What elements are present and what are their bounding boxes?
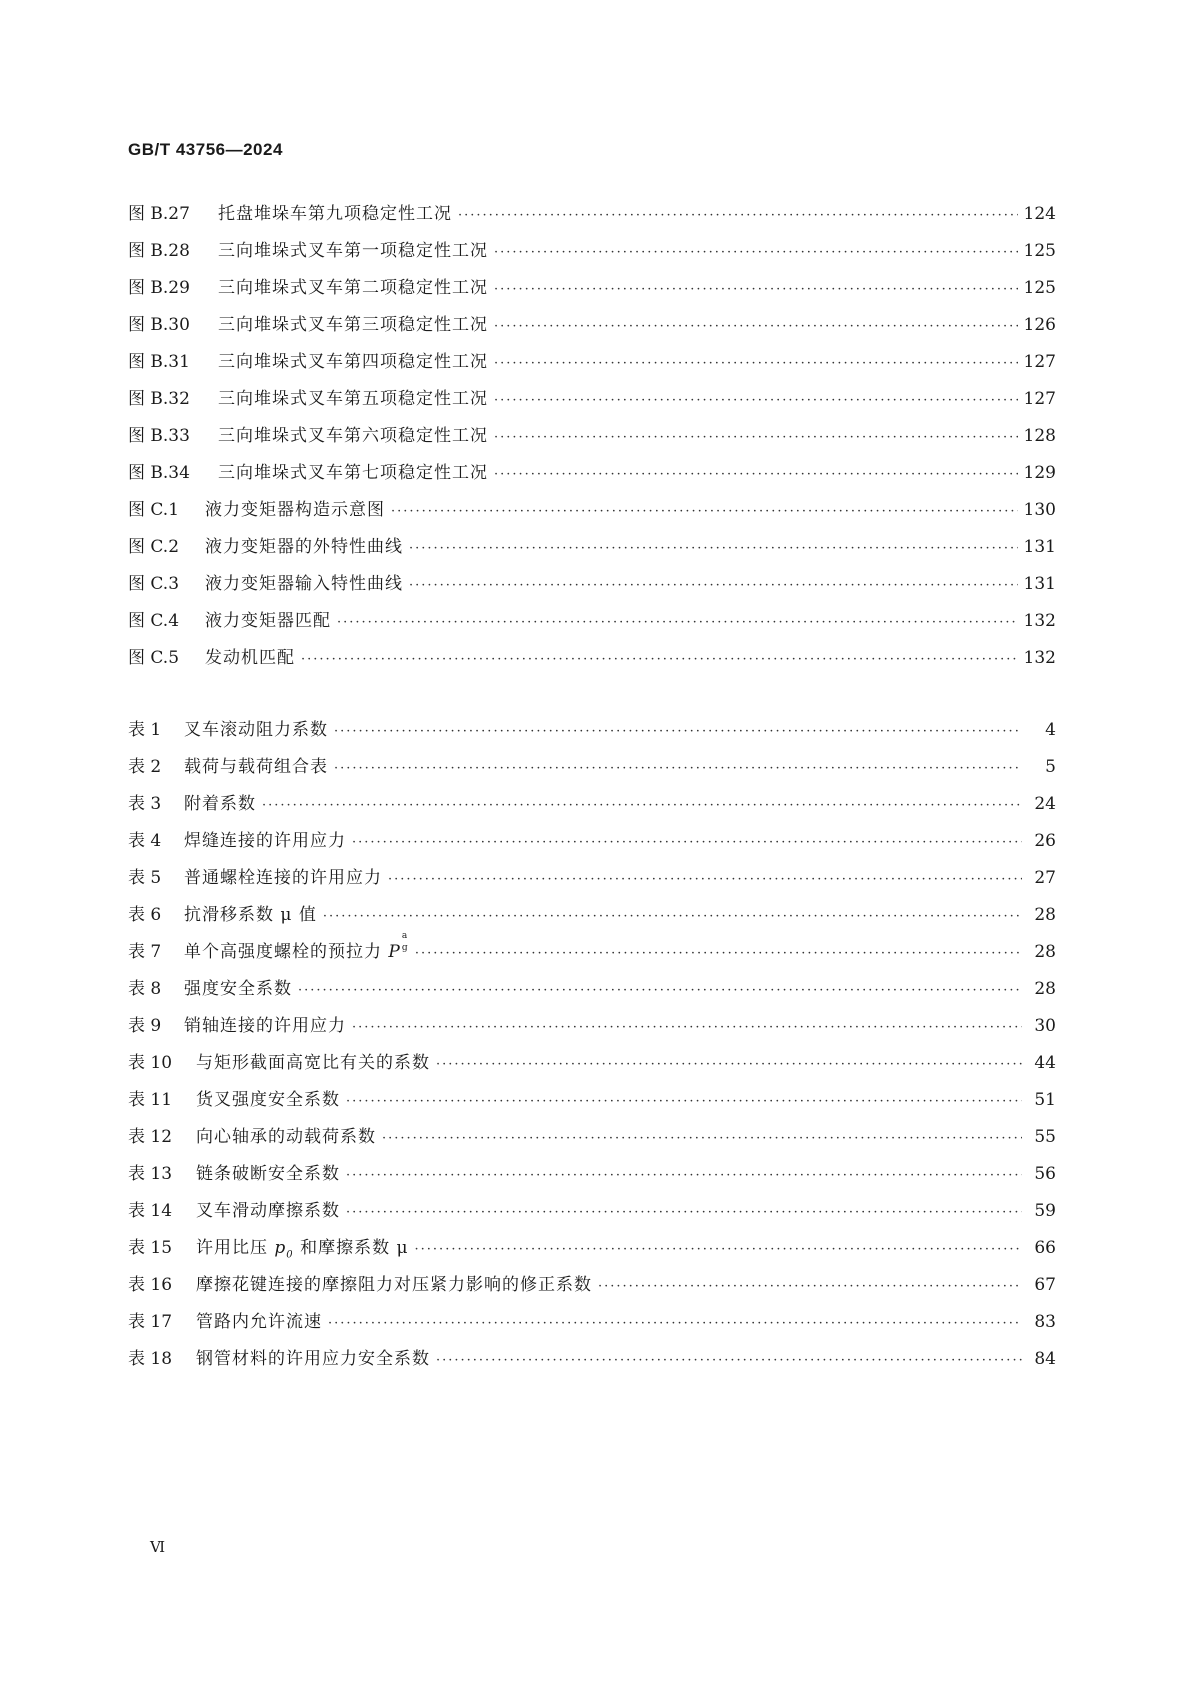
entry-number: 图 B.31 xyxy=(128,352,190,372)
dot-leader xyxy=(436,1046,1022,1083)
entry-title: 向心轴承的动载荷系数 xyxy=(196,1127,376,1147)
entry-title: 普通螺栓连接的许用应力 xyxy=(184,868,382,888)
entry-number: 图 B.33 xyxy=(128,426,190,446)
entry-title: 托盘堆垛车第九项稳定性工况 xyxy=(218,204,452,224)
toc-entry-table[interactable] xyxy=(128,1230,1056,1267)
toc-entry-table[interactable] xyxy=(128,897,1056,934)
entry-title: 发动机匹配 xyxy=(205,648,295,668)
entry-title: 液力变矩器匹配 xyxy=(205,611,331,631)
dot-leader xyxy=(494,271,1018,308)
entry-title: 附着系数 xyxy=(184,794,256,814)
entry-title: 三向堆垛式叉车第二项稳定性工况 xyxy=(218,278,488,298)
entry-number: 表 3 xyxy=(128,794,162,814)
entry-page: 55 xyxy=(1034,1127,1056,1147)
toc-entry-table[interactable] xyxy=(128,749,1056,786)
entry-number: 表 13 xyxy=(128,1164,173,1184)
entry-page: 67 xyxy=(1034,1275,1056,1295)
entry-number: 表 7 xyxy=(128,942,162,962)
entry-title: 抗滑移系数 μ 值 xyxy=(184,905,317,925)
dot-leader xyxy=(388,861,1022,898)
toc-entry-table[interactable] xyxy=(128,860,1056,897)
toc-entry-table[interactable] xyxy=(128,1008,1056,1045)
entry-number: 图 C.2 xyxy=(128,537,180,557)
dot-leader xyxy=(382,1120,1022,1157)
entry-title: 销轴连接的许用应力 xyxy=(184,1016,346,1036)
toc-entry-table[interactable] xyxy=(128,823,1056,860)
toc-entry-figure[interactable] xyxy=(128,455,1056,492)
dot-leader xyxy=(352,824,1022,861)
dot-leader xyxy=(391,493,1018,530)
title-text: 单个高强度螺栓的预拉力 xyxy=(184,942,382,962)
entry-page: 56 xyxy=(1034,1164,1056,1184)
toc-entry-table[interactable] xyxy=(128,971,1056,1008)
dot-leader xyxy=(598,1268,1022,1305)
dot-leader xyxy=(346,1194,1022,1231)
toc-entry-table[interactable] xyxy=(128,1045,1056,1082)
toc-entry-table[interactable] xyxy=(128,931,1056,971)
symbol-superscript: a xyxy=(401,931,409,941)
entry-number: 表 9 xyxy=(128,1016,162,1036)
dot-leader xyxy=(458,197,1018,234)
entry-number: 图 B.28 xyxy=(128,241,190,261)
toc-entry-figure[interactable] xyxy=(128,418,1056,455)
toc-entry-table[interactable] xyxy=(128,786,1056,823)
entry-number: 表 12 xyxy=(128,1127,173,1147)
toc-entry-figure[interactable] xyxy=(128,492,1056,529)
dot-leader xyxy=(415,935,1022,972)
entry-page: 84 xyxy=(1034,1349,1056,1369)
entry-page: 125 xyxy=(1023,278,1056,298)
entry-title: 强度安全系数 xyxy=(184,979,292,999)
entry-title: 货叉强度安全系数 xyxy=(196,1090,340,1110)
entry-number: 表 16 xyxy=(128,1275,173,1295)
figure-list xyxy=(128,196,1056,677)
entry-number: 图 C.4 xyxy=(128,611,180,631)
toc-entry-table[interactable] xyxy=(128,712,1056,749)
dot-leader xyxy=(494,382,1018,419)
entry-title: 三向堆垛式叉车第五项稳定性工况 xyxy=(218,389,488,409)
dot-leader xyxy=(262,787,1022,824)
dot-leader xyxy=(415,1231,1022,1268)
entry-page: 126 xyxy=(1023,315,1056,335)
dot-leader xyxy=(334,713,1022,750)
entry-page: 30 xyxy=(1034,1016,1056,1036)
toc-entry-figure[interactable] xyxy=(128,196,1056,233)
toc-entry-figure[interactable] xyxy=(128,233,1056,270)
dot-leader xyxy=(337,604,1018,641)
dot-leader xyxy=(352,1009,1022,1046)
entry-number: 表 14 xyxy=(128,1201,173,1221)
toc-entry-figure[interactable] xyxy=(128,529,1056,566)
dot-leader xyxy=(494,419,1018,456)
entry-page: 24 xyxy=(1034,794,1056,814)
entry-page: 28 xyxy=(1034,942,1056,962)
entry-title: 管路内允许流速 xyxy=(196,1312,322,1332)
entry-number: 表 17 xyxy=(128,1312,173,1332)
entry-page: 125 xyxy=(1023,241,1056,261)
dot-leader xyxy=(346,1157,1022,1194)
title-text-suffix: 和摩擦系数 μ xyxy=(300,1238,409,1258)
toc-entry-figure[interactable] xyxy=(128,566,1056,603)
entry-title: 焊缝连接的许用应力 xyxy=(184,831,346,851)
dot-leader xyxy=(494,234,1018,271)
symbol-subscript: g xyxy=(401,943,409,953)
toc-entry-table[interactable] xyxy=(128,1267,1056,1304)
entry-number: 图 B.32 xyxy=(128,389,190,409)
entry-page: 26 xyxy=(1034,831,1056,851)
entry-page: 129 xyxy=(1023,463,1056,483)
toc-entry-table[interactable] xyxy=(128,1304,1056,1341)
entry-page: 131 xyxy=(1023,537,1056,557)
dot-leader xyxy=(334,750,1022,787)
dot-leader xyxy=(494,345,1018,382)
entry-number: 表 18 xyxy=(128,1349,173,1369)
entry-title: 液力变矩器输入特性曲线 xyxy=(205,574,403,594)
entry-page: 44 xyxy=(1034,1053,1056,1073)
entry-page: 4 xyxy=(1045,720,1056,740)
entry-title: 三向堆垛式叉车第四项稳定性工况 xyxy=(218,352,488,372)
entry-number: 图 C.1 xyxy=(128,500,180,520)
entry-number: 图 B.27 xyxy=(128,204,190,224)
dot-leader xyxy=(323,898,1022,935)
symbol-letter: P xyxy=(388,942,401,962)
toc-entry-figure[interactable] xyxy=(128,344,1056,381)
symbol-pg xyxy=(388,931,409,971)
entry-title: 链条破断安全系数 xyxy=(196,1164,340,1184)
dot-leader xyxy=(409,567,1018,604)
entry-number: 表 2 xyxy=(128,757,162,777)
entry-number: 图 B.34 xyxy=(128,463,190,483)
dot-leader xyxy=(494,308,1018,345)
entry-page: 131 xyxy=(1023,574,1056,594)
entry-page: 28 xyxy=(1034,905,1056,925)
dot-leader xyxy=(328,1305,1022,1342)
entry-title: 三向堆垛式叉车第六项稳定性工况 xyxy=(218,426,488,446)
entry-page: 5 xyxy=(1045,757,1056,777)
symbol-subscript: 0 xyxy=(286,1249,294,1261)
dot-leader xyxy=(301,641,1018,678)
toc-entry-figure[interactable] xyxy=(128,603,1056,640)
entry-title: 叉车滑动摩擦系数 xyxy=(196,1201,340,1221)
entry-number: 图 B.29 xyxy=(128,278,190,298)
entry-number: 图 C.3 xyxy=(128,574,180,594)
symbol-letter: p xyxy=(274,1238,287,1258)
entry-page: 83 xyxy=(1034,1312,1056,1332)
entry-number: 表 6 xyxy=(128,905,162,925)
toc-entry-figure[interactable] xyxy=(128,640,1056,677)
entry-number: 表 8 xyxy=(128,979,162,999)
toc-entry-figure[interactable] xyxy=(128,381,1056,418)
dot-leader xyxy=(346,1083,1022,1120)
toc-entry-table[interactable] xyxy=(128,1119,1056,1156)
entry-page: 127 xyxy=(1023,389,1056,409)
entry-number: 表 1 xyxy=(128,720,162,740)
entry-title: 与矩形截面高宽比有关的系数 xyxy=(196,1053,430,1073)
entry-page: 128 xyxy=(1023,426,1056,446)
dot-leader xyxy=(494,456,1018,493)
toc-entry-table[interactable] xyxy=(128,1341,1056,1378)
entry-page: 66 xyxy=(1034,1238,1056,1258)
entry-title xyxy=(184,931,409,971)
entry-number: 表 10 xyxy=(128,1053,173,1073)
table-list xyxy=(128,712,1056,1378)
entry-page: 27 xyxy=(1034,868,1056,888)
entry-page: 127 xyxy=(1023,352,1056,372)
entry-title: 液力变矩器构造示意图 xyxy=(205,500,385,520)
entry-title: 钢管材料的许用应力安全系数 xyxy=(196,1349,430,1369)
entry-title: 摩擦花键连接的摩擦阻力对压紧力影响的修正系数 xyxy=(196,1275,592,1295)
toc-entry-figure[interactable] xyxy=(128,270,1056,307)
entry-number: 表 11 xyxy=(128,1090,173,1110)
entry-number: 图 B.30 xyxy=(128,315,190,335)
toc-entry-table[interactable] xyxy=(128,1193,1056,1230)
entry-title: 叉车滚动阻力系数 xyxy=(184,720,328,740)
entry-title: 液力变矩器的外特性曲线 xyxy=(205,537,403,557)
toc-entry-table[interactable] xyxy=(128,1082,1056,1119)
dot-leader xyxy=(409,530,1018,567)
entry-page: 132 xyxy=(1023,648,1056,668)
entry-page: 132 xyxy=(1023,611,1056,631)
dot-leader xyxy=(298,972,1022,1009)
toc-entry-figure[interactable] xyxy=(128,307,1056,344)
entry-title: 三向堆垛式叉车第三项稳定性工况 xyxy=(218,315,488,335)
entry-page: 28 xyxy=(1034,979,1056,999)
entry-title: 三向堆垛式叉车第七项稳定性工况 xyxy=(218,463,488,483)
entry-page: 59 xyxy=(1034,1201,1056,1221)
entry-number: 表 15 xyxy=(128,1238,173,1258)
entry-number: 图 C.5 xyxy=(128,648,180,668)
dot-leader xyxy=(436,1342,1022,1379)
entry-title: 三向堆垛式叉车第一项稳定性工况 xyxy=(218,241,488,261)
symbol-p0 xyxy=(274,1230,293,1273)
toc-entry-table[interactable] xyxy=(128,1156,1056,1193)
document-code: GB/T 43756—2024 xyxy=(128,140,283,159)
entry-number: 表 4 xyxy=(128,831,162,851)
title-text: 许用比压 xyxy=(196,1238,268,1258)
entry-page: 51 xyxy=(1034,1090,1056,1110)
entry-page: 130 xyxy=(1023,500,1056,520)
page-number: Ⅵ xyxy=(150,1538,166,1556)
entry-number: 表 5 xyxy=(128,868,162,888)
entry-title: 载荷与载荷组合表 xyxy=(184,757,328,777)
entry-page: 124 xyxy=(1023,204,1056,224)
